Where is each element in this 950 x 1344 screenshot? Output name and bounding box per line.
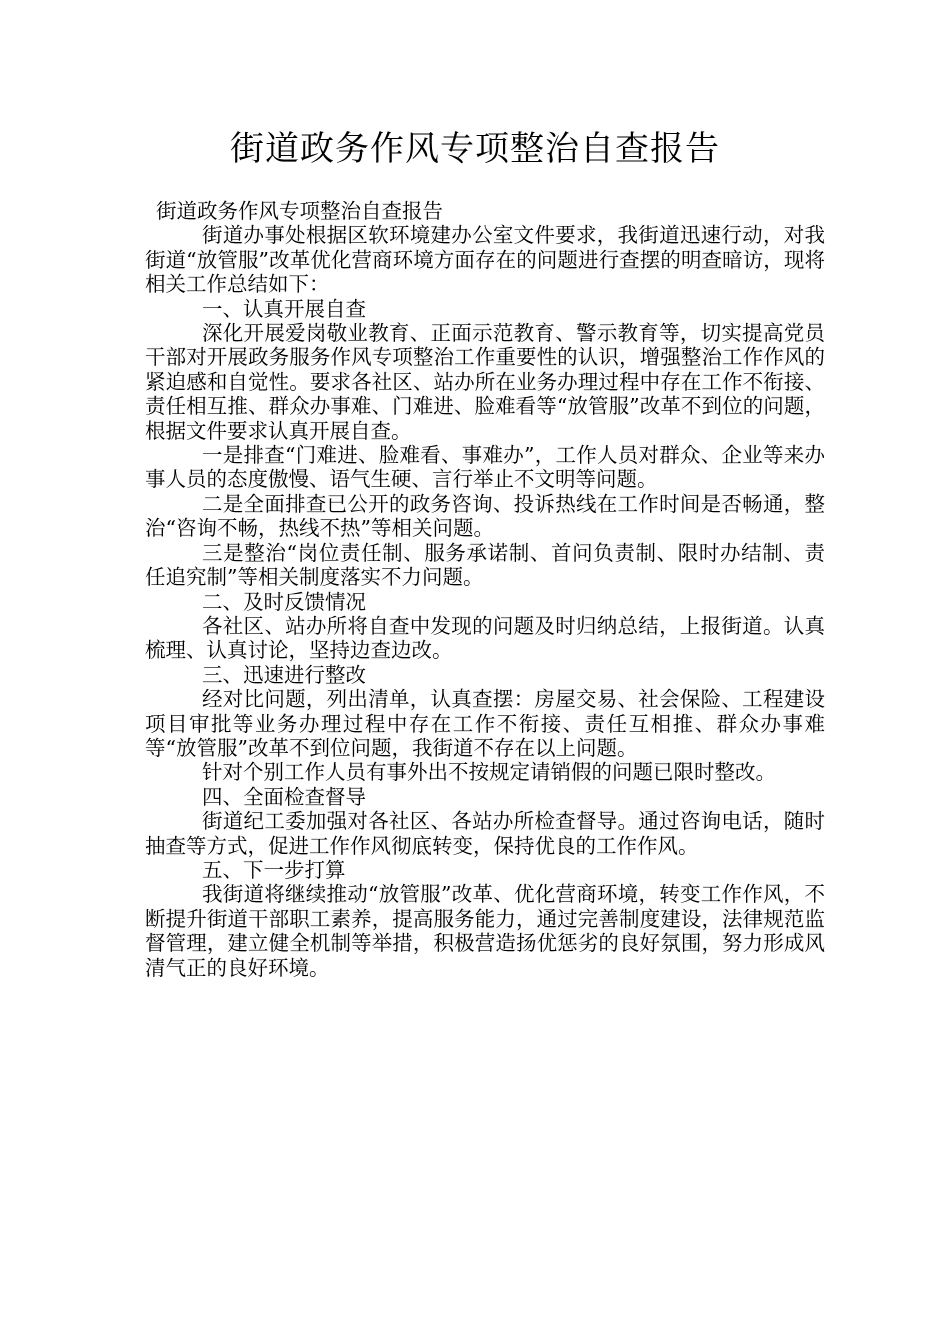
document-body xyxy=(145,199,825,980)
document-subtitle: 街道政务作风专项整治自查报告 xyxy=(156,199,443,223)
document-title: 街道政务作风专项整治自查报告 xyxy=(230,129,720,169)
section-heading-2: 二、及时反馈情况 xyxy=(202,589,366,614)
paragraph-intro: 街道办事处根据区软环境建办公室文件要求，我街道迅速行动，对我街道“放管服”改革优化营商环境方面存在的问题进行查摆的明查暗访，现将相关工作总结如下： xyxy=(145,223,825,297)
paragraph-section-2: 各社区、站办所将自查中发现的问题及时归纳总结，上报街道。认真梳理、认真讨论，坚持边查边改。 xyxy=(145,613,825,663)
paragraph-item-3: 三是整治“岗位责任制、服务承诺制、首问负责制、限时办结制、责任追究制”等相关制度落实不力问题。 xyxy=(145,540,825,590)
section-heading-3: 三、迅速进行整改 xyxy=(202,662,366,687)
section-heading-4: 四、全面检查督导 xyxy=(202,784,366,809)
paragraph-item-2: 二是全面排查已公开的政务咨询、投诉热线在工作时间是否畅通，整治“咨询不畅，热线不热”等相关问题。 xyxy=(145,491,825,541)
paragraph-section-1: 深化开展爱岗敬业教育、正面示范教育、警示教育等，切实提高党员干部对开展政务服务作风专项整治工作重要性的认识，增强整治工作作风的紧迫感和自觉性。要求各社区、站办所在业务办理过程中存在工作不衔接、责任相互推、群众办事难、门难进、脸难看等“放管服”改革不到位的问题，根据文件要求认真开展自查。 xyxy=(145,321,825,443)
paragraph-item-1: 一是排查“门难进、脸难看、事难办”，工作人员对群众、企业等来办事人员的态度傲慢、语气生硬、言行举止不文明等问题。 xyxy=(145,443,825,492)
paragraph-section-4: 街道纪工委加强对各社区、各站办所检查督导。通过咨询电话，随时抽查等方式，促进工作作风彻底转变，保持优良的工作作风。 xyxy=(145,809,825,858)
section-heading-5: 五、下一步打算 xyxy=(202,857,346,882)
paragraph-section-3b: 针对个别工作人员有事外出不按规定请销假的问题已限时整改。 xyxy=(202,760,776,785)
section-heading-1: 一、认真开展自查 xyxy=(202,296,366,321)
paragraph-section-5: 我街道将继续推动“放管服”改革、优化营商环境，转变工作作风，不断提升街道干部职工素养，提高服务能力，通过完善制度建设，法律规范监督管理，建立健全机制等举措，积极营造扬优惩劣的良好氛围，努力形成风清气正的良好环境。 xyxy=(145,882,825,980)
paragraph-section-3: 经对比问题，列出清单，认真查摆：房屋交易、社会保险、工程建设项目审批等业务办理过程中存在工作不衔接、责任互相推、群众办事难等“放管服”改革不到位问题，我街道不存在以上问题。 xyxy=(145,687,825,760)
